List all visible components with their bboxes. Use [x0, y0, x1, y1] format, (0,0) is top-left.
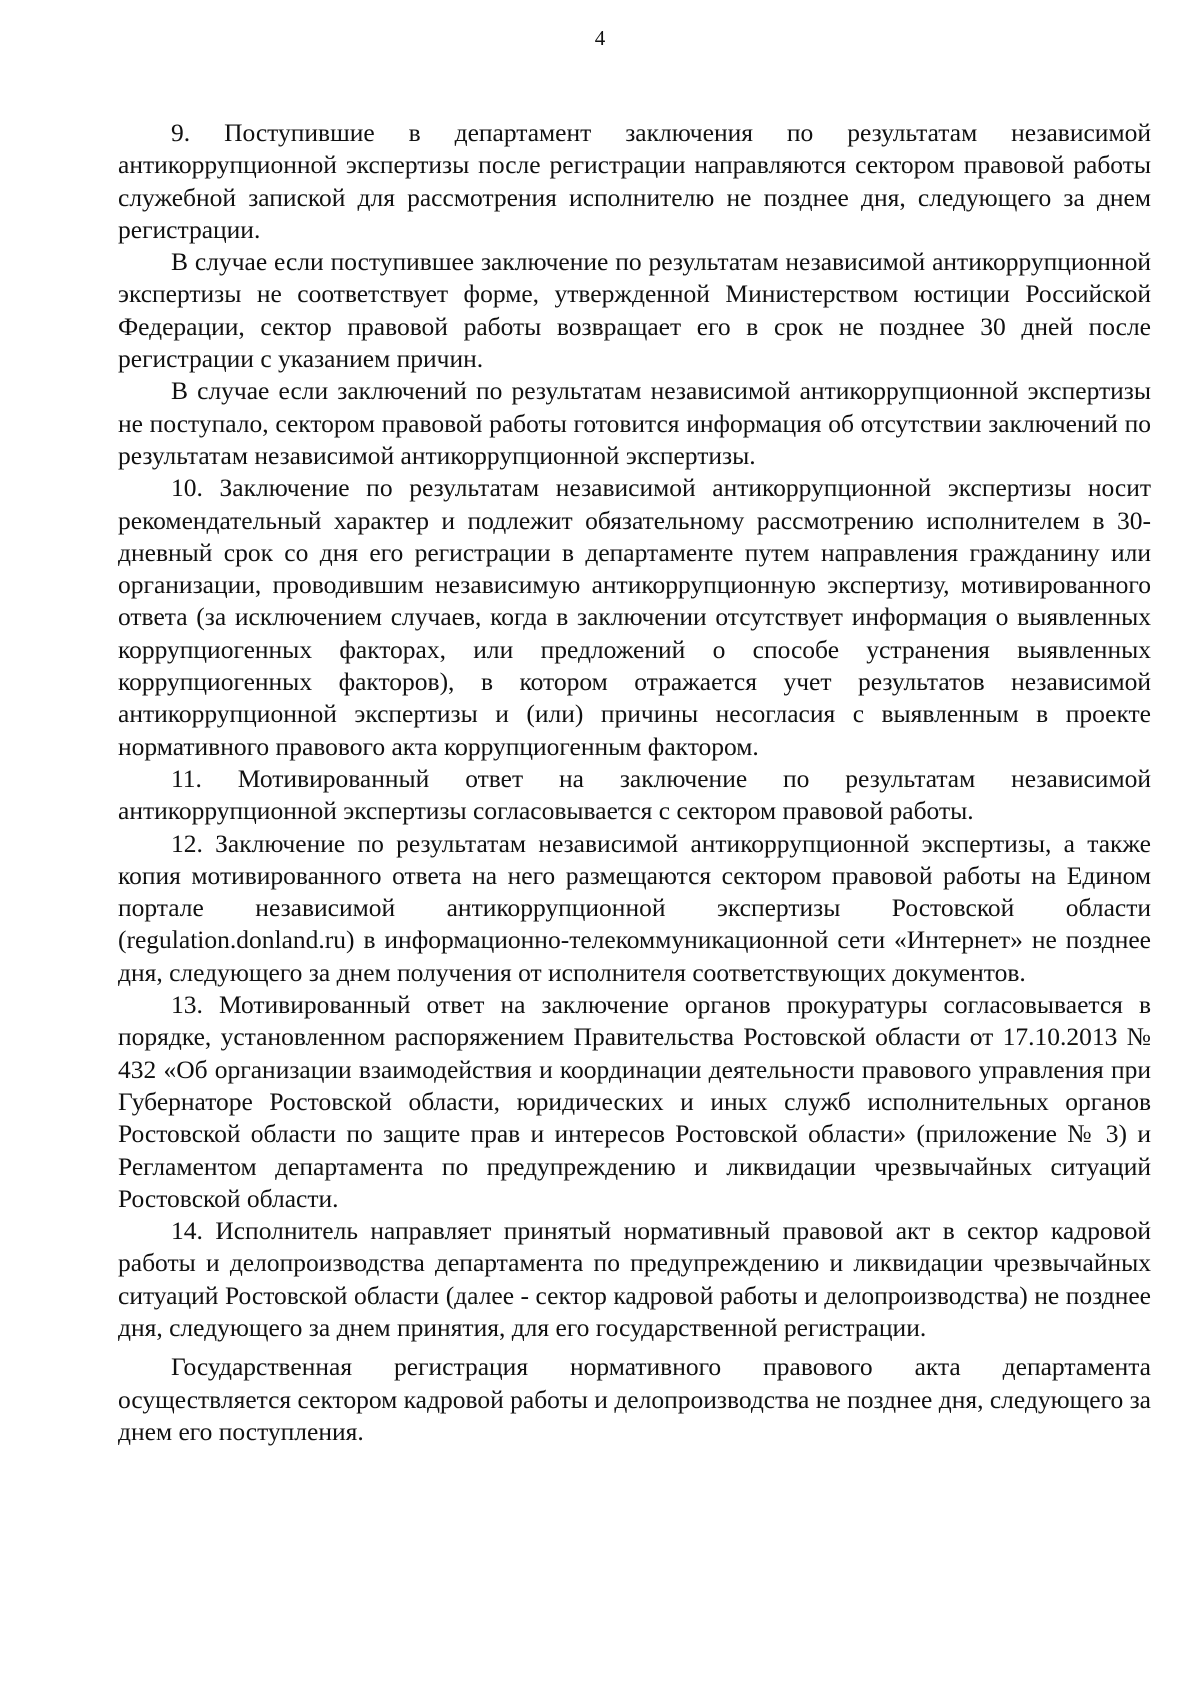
- page-number: 4: [594, 26, 606, 50]
- paragraph-9-case-no-conclusions: В случае если заключений по результатам независимой антикоррупционной экспертизы не поступало, сектором правовой работы готовится информация об отсутствии заключений по результатам независимой антикоррупционной экспертизы.: [118, 376, 1151, 470]
- paragraph-14-registration: Государственная регистрация нормативного правового акта департамента осуществляется сектором кадровой работы и делопроизводства не позднее дня, следующего за днем его поступления.: [118, 1352, 1151, 1446]
- paragraph-9-case-nonconforming: В случае если поступившее заключение по результатам независимой антикоррупционной экспертизы не соответствует форме, утвержденной Министерством юстиции Российской Федерации, сектор правовой работы возвращает его в срок не позднее 30 дней после регистрации с указанием причин.: [118, 247, 1151, 374]
- paragraph-9: 9. Поступившие в департамент заключения по результатам независимой антикоррупционной экспертизы после регистрации направляются сектором правовой работы служебной запиской для рассмотрения исполнителю не позднее дня, следующего за днем регистрации.: [118, 118, 1151, 244]
- paragraph-13: 13. Мотивированный ответ на заключение органов прокуратуры согласовывается в порядке, установленном распоряжением Правительства Ростовской области от 17.10.2013 № 432 «Об организации взаимодействия и координации деятельности правового управления при Губернаторе Ростовской области, юридических и иных служб исполнительных органов Ростовской области по защите прав и интересов Ростовской области» (приложение № 3) и Регламентом департамента по предупреждению и ликвидации чрезвычайных ситуаций Ростовской области.: [118, 990, 1151, 1213]
- paragraph-11: 11. Мотивированный ответ на заключение по результатам независимой антикоррупционной экспертизы согласовывается с сектором правовой работы.: [118, 763, 1151, 826]
- paragraph-14: 14. Исполнитель направляет принятый нормативный правовой акт в сектор кадровой работы и делопроизводства департамента по предупреждению и ликвидации чрезвычайных ситуаций Ростовской области (далее - сектор кадровой работы и делопроизводства) не позднее дня, следующего за днем принятия, для его государственной регистрации.: [118, 1216, 1151, 1342]
- paragraph-12: 12. Заключение по результатам независимой антикоррупционной экспертизы, а также копия мотивированного ответа на него размещаются сектором правовой работы на Едином портале независимой антикоррупционной экспертизы Ростовской области (regulation.donland.ru) в информационно-телекоммуникационной сети «Интернет» не позднее дня, следующего за днем получения от исполнителя соответствующих документов.: [118, 828, 1151, 987]
- paragraph-10: 10. Заключение по результатам независимой антикоррупционной экспертизы носит рекомендательный характер и подлежит обязательному рассмотрению исполнителем в 30-дневный срок со дня его регистрации в департаменте путем направления гражданину или организации, проводившим независимую антикоррупционную экспертизу, мотивированного ответа (за исключением случаев, когда в заключении отсутствует информация о выявленных коррупциогенных факторах, или предложений о способе устранения выявленных коррупциогенных факторов), в котором отражается учет результатов независимой антикоррупционной экспертизы и (или) причины несогласия с выявленным в проекте нормативного правового акта коррупциогенным фактором.: [118, 473, 1151, 761]
- document-body: [118, 117, 1151, 1448]
